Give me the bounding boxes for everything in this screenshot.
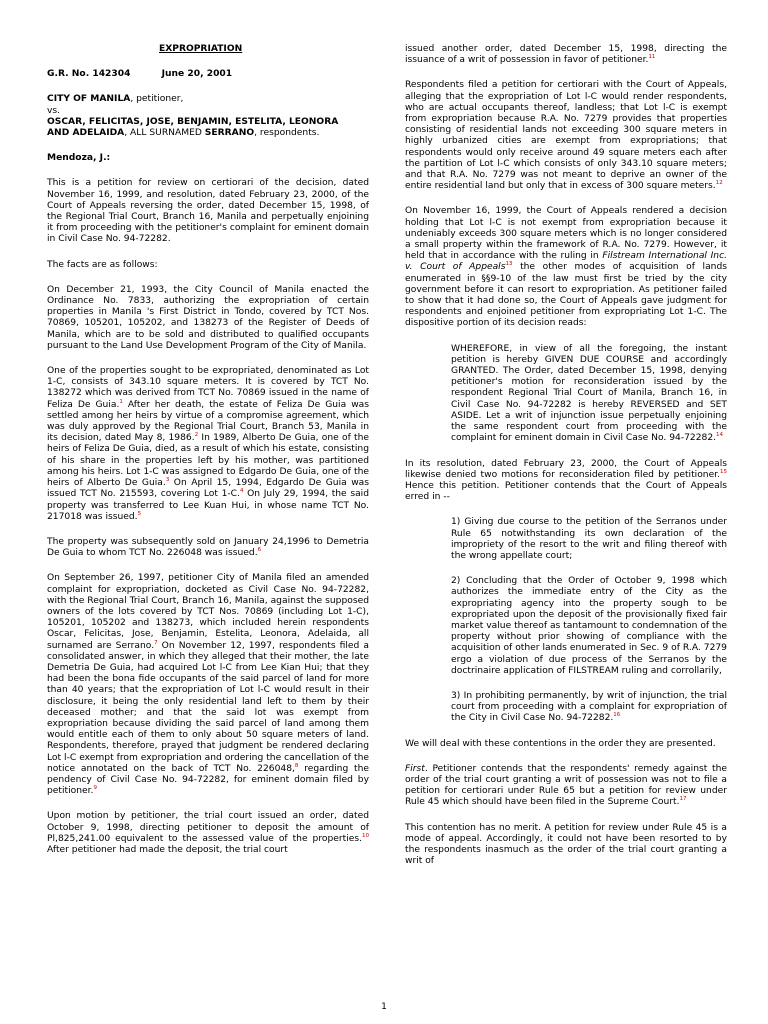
quote-error-2: 2) Concluding that the Order of October 9, 1998 which authorizes the immediate entry of the City as the expropriating agency into the property sough to be expropriated upon the deposit of the provisionally fixed fair market value thereof as tantamount to condemnation of the property without prior showing of compliance with the acquisition of other lands enumerated in Sec. 9 of R.A. 7279 ergo a violation of due process of the Serranos by the doctrinaire application of FILSTREAM ruling and corrollarily, xyxy=(451,576,727,676)
footnote-ref-9[interactable]: 9 xyxy=(93,785,97,792)
paragraph-resolution xyxy=(405,459,727,504)
text-segment: In 1989, Alberto De Guia, one of the heirs of Feliza De Guia, died, as a result of which his estate, consisting of his share in the properties left by his mother, was partitioned among his heirs. Lot 1-C was assigned to Edgardo De Guia, one of the heirs of Alberto De Guia. xyxy=(47,433,370,489)
footnote-ref-13[interactable]: 13 xyxy=(505,261,513,268)
text-segment: . Petitioner contends that the respondents' remedy against the order of the trial court granting a writ of possession was not to file a petition for certiorari under Rule 65 but a petition for review under Rule 45 which should have been filed in the Supreme Court. xyxy=(405,763,727,808)
footnote-ref-5[interactable]: 5 xyxy=(137,510,142,517)
footnote-ref-11[interactable]: 11 xyxy=(648,54,656,61)
respondents-all-surnamed: , ALL SURNAMED xyxy=(124,128,205,139)
gr-number: G.R. No. 142304 xyxy=(47,69,131,80)
petitioner-name: CITY OF MANILA xyxy=(47,94,131,105)
footnote-ref-6[interactable]: 6 xyxy=(257,547,262,554)
first-label: First xyxy=(405,763,425,774)
text-segment: On April 15, 1994, Edgardo De Guia was issued TCT No. 215593, covering Lot 1-C. xyxy=(47,478,369,500)
case-citation-filstream: Filstream International Inc. v. Court of Appeals xyxy=(405,251,728,273)
text-segment: the other modes of acquisition of lands enumerated in §§9-10 of the law must first be tried by the city government before it can resort to expropriation. As petitioner failed to show that it had done so, the Court of Appeals gave judgment for respondents and enjoined petitioner from expropriating Lot 1-C. The dispositive portion of its decision reads: xyxy=(405,262,727,329)
footnote-ref-14[interactable]: 14 xyxy=(716,432,724,439)
respondents-surname: SERRANO xyxy=(204,128,255,139)
paragraph-writ-possession xyxy=(405,44,727,66)
paragraph-contentions: We will deal with these contentions in the order they are presented. xyxy=(405,738,716,749)
text-segment: 3) In prohibiting permanently, by writ of injunction, the trial court from proceeding with a complaint for expropriation of the City in Civil Case No. 94-72282. xyxy=(451,690,727,724)
paragraph-complaint xyxy=(47,573,369,797)
paragraph-ca-decision xyxy=(405,206,727,329)
quote-dispositive xyxy=(451,344,727,445)
paragraph-ordinance: On December 21, 1993, the City Council of Manila enacted the Ordinance No. 7833, authorizing the expropriation of certain properties in Manila 's First District in Tondo, covered by TCT Nos. 70869, 105201, 105202, and 138273 of the Register of Deeds of Manila, which are to be sold and distributed to qualified occupants pursuant to the Land Use Development Program of the City of Manila. xyxy=(47,284,369,351)
text-segment: Hence this petition. Petitioner contends that the Court of Appeals erred in -- xyxy=(405,480,727,503)
text-segment: On July 29, 1994, the said property was transferred to Lee Kuan Hui, in whose name TCT No. 217018 was issued. xyxy=(47,489,369,522)
footnote-ref-4[interactable]: 4 xyxy=(239,488,244,495)
paragraph-deposit xyxy=(47,811,369,856)
footnote-ref-15[interactable]: 15 xyxy=(720,468,727,475)
paragraph-sale xyxy=(47,537,369,559)
right-column xyxy=(405,44,727,881)
paragraph-certiorari xyxy=(405,80,727,192)
paragraph-intro: This is a petition for review on certiorari of the decision, dated November 16, 1999, and resolution, dated February 23, 2000, of the Court of Appeals reversing the order, dated December 15, 1998, of the Regional Trial Court, Branch 16, Manila and perpetually enjoining it from proceeding with the petitioner's complaint for eminent domain in Civil Case No. 94-72282. xyxy=(47,178,369,245)
versus: vs. xyxy=(47,105,61,116)
text-segment: issued another order, dated December 15, 1998, directing the issuance of a writ of possession in favor of petitioner. xyxy=(405,44,727,66)
left-column xyxy=(47,44,369,870)
footnote-ref-17[interactable]: 17 xyxy=(679,796,687,803)
text-segment: On November 16, 1999, the Court of Appeals rendered a decision holding that Lot l-C is not exempt from expropriation because it undeniably exceeds 300 square meters which is no longer considered a small property within the framework of R.A. No. 7279. However, it held that in accordance with the ruling in xyxy=(405,206,727,262)
respondents-names-line2: AND ADELAIDA xyxy=(47,128,125,139)
decision-date: June 20, 2001 xyxy=(161,69,233,80)
text-segment: After petitioner had made the deposit, the trial court xyxy=(47,844,288,855)
ponente: Mendoza, J.: xyxy=(47,153,111,164)
document-title: EXPROPRIATION xyxy=(159,44,243,54)
footnote-ref-1[interactable]: 1 xyxy=(119,398,123,405)
quote-error-3 xyxy=(451,691,727,725)
footnote-ref-3[interactable]: 3 xyxy=(165,477,170,484)
paragraph-lot-history xyxy=(47,366,369,523)
text-segment: Upon motion by petitioner, the trial court issued an order, dated October 9, 1998, directing petitioner to deposit the amount of Pl,825,241.00 equivalent to the assessed value of the properties. xyxy=(47,811,369,844)
footnote-ref-16[interactable]: 16 xyxy=(613,712,621,719)
text-segment: WHEREFORE, in view of all the foregoing, the instant petition is hereby GIVEN DUE COURSE and accordingly GRANTED. The Order, dated December 15, 1998, denying petitioner's motion for reconsideration issued by the respondent Regional Trial Court of Manila, Branch 16, in Civil Case No. 94-72282 is hereby REVERSED and SET ASIDE. Let a writ of injunction issue perpetually enjoining the same respondent court from proceeding with the complaint for eminent domain in Civil Case No. 94-72282. xyxy=(451,343,727,444)
case-parties xyxy=(47,94,369,139)
page-number: 1 xyxy=(381,1002,387,1012)
text-segment: In its resolution, dated February 23, 2000, the Court of Appeals likewise denied two motions for reconsideration filed by petitioner. xyxy=(405,458,727,480)
quote-error-1: 1) Giving due course to the petition of the Serranos under Rule 65 notwithstanding its own declaration of the impropriety of the resort to the writ and filing thereof with the wrong appellate court; xyxy=(451,517,727,561)
paragraph-first xyxy=(405,764,727,809)
footnote-ref-10[interactable]: 10 xyxy=(362,832,369,839)
petitioner-role: , petitioner, xyxy=(130,94,184,105)
text-segment: One of the properties sought to be expropriated, denominated as Lot 1-C, consists of 343.10 square meters. It is covered by TCT No. 138272 which was derived from TCT No. 70869 issued in the name of Feliza De Guia. xyxy=(47,366,369,410)
text-segment: On September 26, 1997, petitioner City of Manila filed an amended complaint for expropriation, docketed as Civil Case No. 94-72282, with the Regional Trial Court, Branch 16, Manila, against the supposed owners of the lots covered by TCT Nos. 70869 (including Lot 1-C), 105201, 105202 and 138273, which included herein respondents Oscar, Felicitas, Jose, Benjamin, Estelita, Leonora, Adelaida, all surnamed are Serrano. xyxy=(47,573,369,651)
case-number-line xyxy=(47,69,369,80)
footnote-ref-2[interactable]: 2 xyxy=(194,432,199,439)
respondents-role: , respondents. xyxy=(254,128,320,139)
text-segment: regarding the pendency of Civil Case No. 94-72282, for eminent domain filed by petitioner. xyxy=(47,763,369,797)
text-segment: Respondents filed a petition for certiorari with the Court of Appeals, alleging that the expropriation of Lot l-C would render respondents, who are actual occupants thereof, landless; that Lot l-C is exempt from expropriation because R.A. No. 7279 provides that properties consisting of residential lands not exceeding 300 square meters in highly urbanized cities are exempt from expropriations; that respondents would only receive around 49 square meters each after the partition of Lot l-C which consists of only 343.10 square meters; and that R.A. No. 7279 was not meant to deprive an owner of the entire residential land but only that in excess of 300 square meters. xyxy=(405,80,727,192)
footnote-ref-7[interactable]: 7 xyxy=(154,639,158,646)
respondents-names-line1: OSCAR, FELICITAS, JOSE, BENJAMIN, ESTELITA, LEONORA xyxy=(47,116,339,127)
text-segment: On November 12, 1997, respondents filed a consolidated answer, in which they alleged that their mother, the late Demetria De Guia, had acquired Lot l-C from Lee Kian Hui; that they had been the bona fide occupants of the said parcel of land for more than 40 years; that the expropriation of Lot l-C would result in their disclosure, it being the only residential land left to them by their deceased mother; and that the said lot was exempt from expropriation because dividing the said parcel of land among them would entitle each of them to only about 50 square meters of land. Respondents, therefore, prayed that judgment be rendered declaring Lot l-C exempt from expropriation and ordering the cancellation of the notice annotated on the back of TCT No. 226048, xyxy=(47,640,369,774)
text-segment: The property was subsequently sold on January 24,1996 to Demetria De Guia to whom TCT No. 226048 was issued. xyxy=(47,536,369,559)
footnote-ref-8[interactable]: 8 xyxy=(294,762,299,769)
paragraph-facts-heading: The facts are as follows: xyxy=(47,259,158,270)
paragraph-no-merit: This contention has no merit. A petition for review under Rule 45 is a mode of appeal. Accordingly, it could not have been resorted to by the respondents inasmuch as the order of the trial court granting a writ of xyxy=(405,822,727,867)
text-segment: After her death, the estate of Feliza De Guia was settled among her heirs by virtue of a compromise agreement, which was duly approved by the Regional Trial Court, Branch 53, Manila in its decision, dated May 8, 1986. xyxy=(47,399,369,444)
footnote-ref-12[interactable]: 12 xyxy=(715,180,723,187)
